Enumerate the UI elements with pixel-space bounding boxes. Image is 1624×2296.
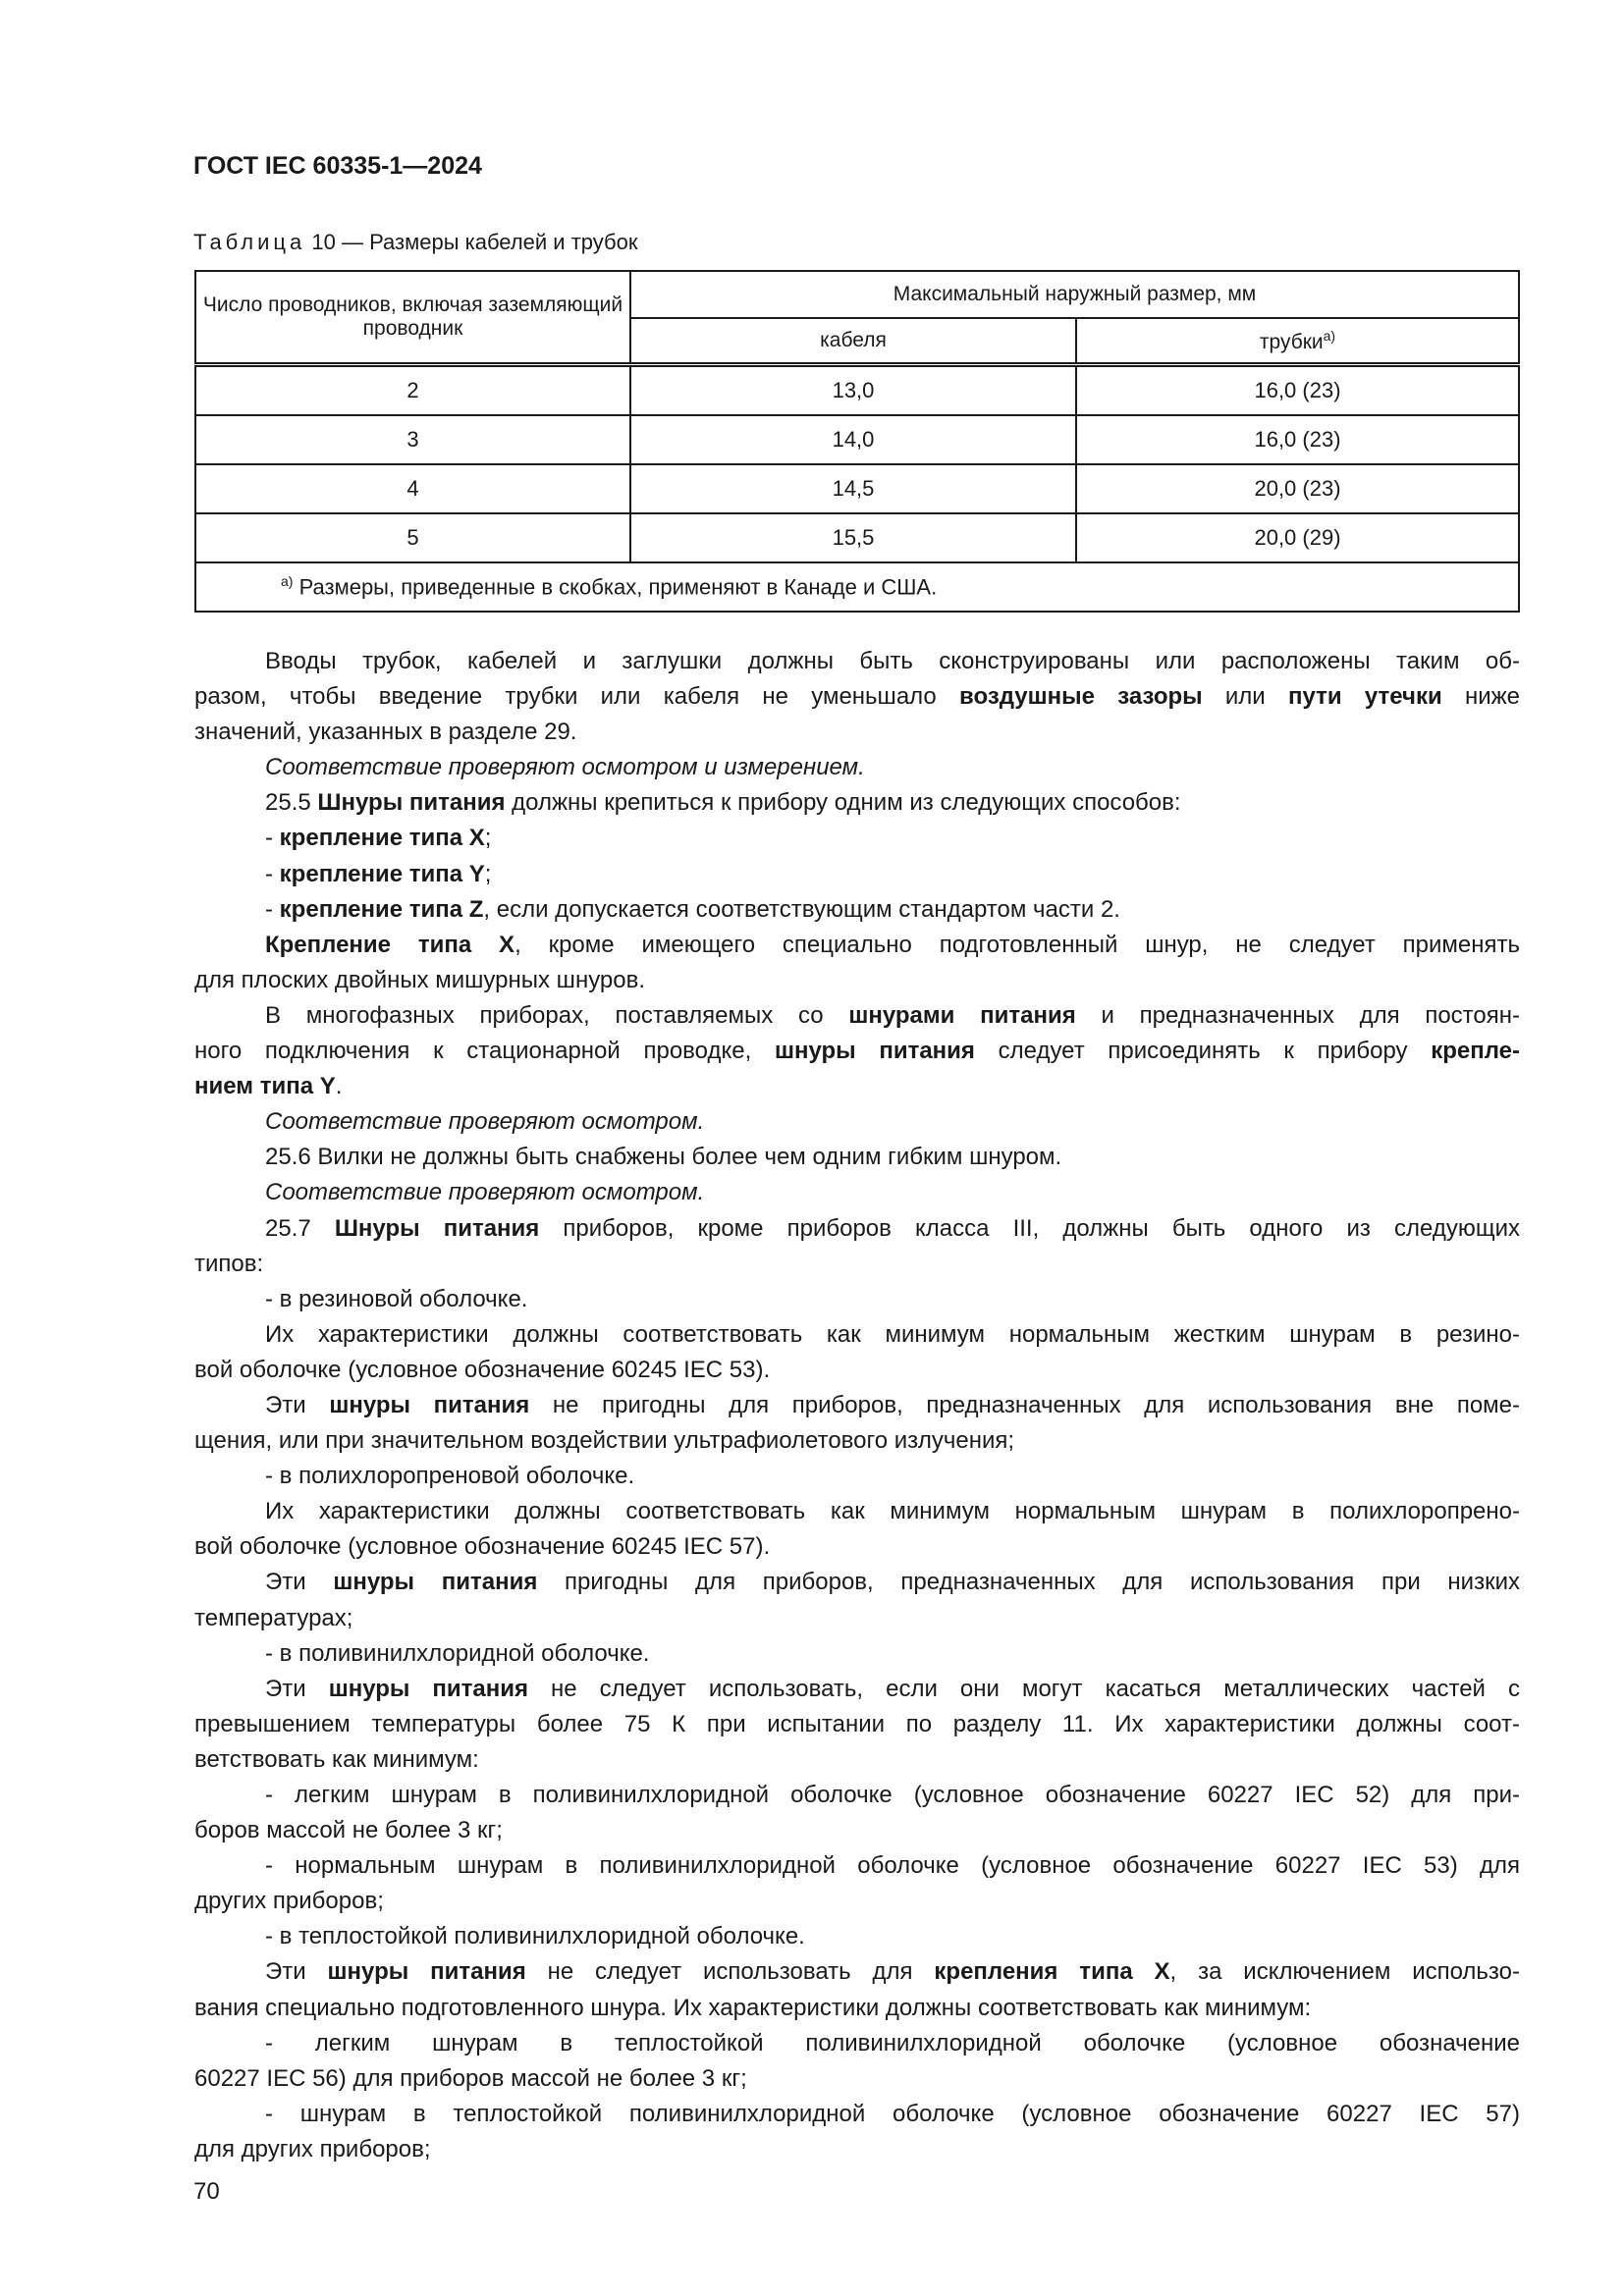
paragraph (194, 1317, 1520, 1388)
text-line (194, 1282, 1520, 1317)
text-line (194, 1565, 1520, 1600)
text-run: ного подключения к стационарной проводке, (194, 1038, 775, 1065)
cell-cable: 15,5 (630, 513, 1076, 562)
text-run: Их характеристики должны соответствовать как минимум нормальным жестким шнурам в резино- (265, 1320, 1520, 1348)
paragraph (194, 892, 1520, 928)
text-run: 60227 IEC 56) для приборов массой не более 3 кг; (194, 2064, 747, 2092)
text-line (194, 857, 1520, 892)
text-line (194, 1140, 1520, 1175)
col-header-conductors: Число проводников, включая заземляющий проводник (195, 271, 630, 365)
table-caption-label: Таблица (193, 230, 306, 254)
text-line (194, 785, 1520, 821)
bold-term: воздушные зазоры (959, 683, 1203, 711)
text-run: - (265, 860, 280, 887)
bold-term: крепление типа Y (279, 860, 485, 887)
paragraph (194, 2026, 1520, 2097)
text-line (194, 1069, 1520, 1104)
text-run: вой оболочке (условное обозначение 60245 IEC 57). (194, 1533, 771, 1561)
paragraph (194, 1954, 1520, 2025)
text-line (194, 1707, 1520, 1742)
text-run: вой оболочке (условное обозначение 60245 IEC 53). (194, 1356, 771, 1383)
paragraph (194, 2097, 1520, 2167)
text-line (194, 892, 1520, 928)
text-line (194, 1954, 1520, 1990)
text-line (194, 1104, 1520, 1140)
text-run: - в полихлоропреновой оболочке. (265, 1463, 635, 1490)
cell-conductors: 4 (195, 464, 630, 513)
cell-cable: 14,5 (630, 464, 1076, 513)
text-run: В многофазных приборах, поставляемых со (265, 1001, 849, 1029)
paragraph (194, 857, 1520, 892)
text-run: , кроме имеющего специально подготовленный шнур, не следует применять (514, 931, 1520, 958)
italic-text: Соответствие проверяют осмотром. (265, 1108, 705, 1136)
text-line (194, 1494, 1520, 1529)
page-number: 70 (193, 2178, 220, 2205)
text-run: для плоских двойных мишурных шнуров. (194, 966, 646, 993)
text-run: ветствовать как минимум: (194, 1745, 479, 1773)
paragraph (194, 750, 1520, 785)
table-footnote (195, 562, 1519, 612)
text-line (194, 821, 1520, 856)
text-line (194, 1529, 1520, 1565)
text-run: щения, или при значительном воздействии ультрафиолетового излучения; (194, 1427, 1015, 1455)
bold-term: шнуры питания (774, 1038, 975, 1065)
paragraph (194, 1778, 1520, 1848)
text-run: для других приборов; (194, 2135, 431, 2163)
text-line (194, 1991, 1520, 2026)
bold-term: шнуры питания (329, 1391, 530, 1418)
text-run: , за исключением использо- (1169, 1958, 1521, 1986)
bold-term: крепле- (1431, 1038, 1520, 1065)
text-line (194, 2097, 1520, 2132)
text-run: , если допускается соответствующим стандартом части 2. (483, 895, 1120, 923)
text-line (194, 1672, 1520, 1707)
col-header-group: Максимальный наружный размер, мм (630, 271, 1519, 318)
paragraph (194, 1636, 1520, 1672)
text-run: боров массой не более 3 кг; (194, 1817, 503, 1844)
text-line (194, 644, 1520, 679)
cable-size-table (194, 270, 1520, 613)
text-run: ниже (1441, 683, 1521, 711)
bold-term: пути утечки (1287, 683, 1442, 711)
text-run: ; (484, 860, 492, 887)
table-row (195, 365, 1519, 416)
col-header-tube-label: трубки (1259, 330, 1324, 353)
text-run: Эти (265, 1391, 330, 1418)
text-line (194, 1848, 1520, 1884)
text-run: Вводы трубок, кабелей и заглушки должны быть сконструированы или расположены таким об- (265, 648, 1520, 674)
cell-tube: 16,0 (23) (1076, 365, 1519, 416)
bold-term: шнуры питания (333, 1569, 538, 1596)
text-run: следует присоединять к прибору (974, 1038, 1432, 1065)
col-header-tube (1076, 318, 1519, 365)
table-row (195, 464, 1519, 513)
text-line (194, 1742, 1520, 1778)
paragraph (194, 1494, 1520, 1565)
text-run: - шнурам в теплостойкой поливинилхлоридной оболочке (условное обозначение 60227 IEC 57) (265, 2100, 1520, 2127)
paragraph (194, 998, 1520, 1104)
paragraph (194, 1282, 1520, 1317)
italic-text: Соответствие проверяют осмотром и измерением. (265, 754, 865, 781)
text-run: - в теплостойкой поливинилхлоридной оболочке. (265, 1923, 805, 1950)
text-run: не пригодны для приборов, предназначенных для использования вне поме- (529, 1391, 1521, 1418)
paragraph (194, 928, 1520, 998)
text-run: - нормальным шнурам в поливинилхлоридной оболочке (условное обозначение 60227 IEC 53) для (265, 1852, 1520, 1880)
text-run: 25.5 (265, 789, 318, 817)
text-line (194, 1034, 1520, 1069)
text-run: типов: (194, 1250, 264, 1277)
text-run: - (265, 895, 280, 923)
text-run: ; (484, 825, 492, 852)
text-run: температурах; (194, 1604, 353, 1631)
bold-term: крепление типа X (279, 825, 485, 852)
text-line (194, 1175, 1520, 1210)
paragraph (194, 1459, 1520, 1494)
bold-term: Шнуры питания (334, 1214, 540, 1242)
bold-term: крепление типа Z (279, 895, 484, 923)
paragraph (194, 1919, 1520, 1954)
footnote-mark: a) (281, 573, 294, 590)
paragraph (194, 1672, 1520, 1778)
text-line (194, 963, 1520, 998)
text-run: не следует использовать для (525, 1958, 935, 1986)
text-run: или (1202, 683, 1288, 711)
text-line (194, 1317, 1520, 1353)
text-line (194, 1919, 1520, 1954)
text-run: - легким шнурам в поливинилхлоридной оболочке (условное обозначение 60227 IEC 52) для при- (265, 1782, 1520, 1808)
cell-tube: 16,0 (23) (1076, 415, 1519, 464)
text-run: - легким шнурам в теплостойкой поливинилхлоридной оболочке (условное обозначение (265, 2029, 1520, 2056)
bold-term: Шнуры питания (317, 789, 506, 817)
text-run: - в резиновой оболочке. (265, 1285, 528, 1312)
paragraph (194, 1848, 1520, 1919)
cell-tube: 20,0 (23) (1076, 464, 1519, 513)
text-line (194, 928, 1520, 963)
paragraph (194, 1104, 1520, 1140)
text-line (194, 2061, 1520, 2097)
text-run: - в поливинилхлоридной оболочке. (265, 1639, 650, 1667)
text-run: приборов, кроме приборов класса III, должны быть одного из следующих (539, 1214, 1520, 1242)
bold-term: шнуры питания (327, 1958, 526, 1986)
text-run: вания специально подготовленного шнура. Их характеристики должны соответствовать как минимум: (194, 1994, 1312, 2021)
text-run: превышением температуры более 75 К при испытании по разделу 11. Их характеристики должны соот- (194, 1710, 1520, 1737)
text-line (194, 998, 1520, 1034)
paragraph (194, 1388, 1520, 1459)
body-text (194, 644, 1520, 2167)
text-run: Эти (265, 1569, 334, 1596)
text-run: разом, чтобы введение трубки или кабеля не уменьшало (194, 683, 960, 711)
text-run: - (265, 825, 280, 852)
text-run: пригодны для приборов, предназначенных для использования при низких (537, 1569, 1521, 1596)
text-line (194, 1459, 1520, 1494)
text-line (194, 750, 1520, 785)
text-line (194, 715, 1520, 750)
paragraph (194, 644, 1520, 750)
text-line (194, 1353, 1520, 1388)
text-run: Эти (265, 1958, 328, 1986)
paragraph (194, 785, 1520, 821)
text-line (194, 1884, 1520, 1919)
text-run: Их характеристики должны соответствовать как минимум нормальным шнурам в полихлоропрено- (265, 1498, 1520, 1525)
text-run: значений, указанных в разделе 29. (194, 719, 577, 746)
italic-text: Соответствие проверяют осмотром. (265, 1179, 705, 1206)
text-line (194, 2026, 1520, 2061)
table-caption-text: 10 — Размеры кабелей и трубок (305, 230, 638, 254)
cell-tube: 20,0 (29) (1076, 513, 1519, 562)
cell-conductors: 5 (195, 513, 630, 562)
paragraph (194, 1175, 1520, 1210)
text-run: не следует использовать, если они могут касаться металлических частей с (528, 1675, 1520, 1702)
text-line (194, 1247, 1520, 1282)
bold-term: нием типа Y (194, 1073, 336, 1100)
bold-term: шнурами питания (848, 1001, 1076, 1029)
text-run: должны крепиться к прибору одним из следующих способов: (505, 789, 1181, 817)
bold-term: крепления типа X (934, 1958, 1170, 1986)
text-line (194, 2132, 1520, 2167)
text-line (194, 679, 1520, 715)
bold-term: Крепление типа X (265, 931, 515, 958)
text-line (194, 1388, 1520, 1423)
text-line (194, 1601, 1520, 1636)
cell-conductors: 3 (195, 415, 630, 464)
text-line (194, 1813, 1520, 1848)
text-run: Эти (265, 1675, 329, 1702)
text-line (194, 1211, 1520, 1247)
text-run: . (335, 1073, 343, 1100)
table-caption (193, 230, 637, 255)
document-header: ГОСТ IEC 60335-1—2024 (193, 152, 482, 180)
text-run: и предназначенных для постоян- (1075, 1001, 1520, 1029)
table-row (195, 415, 1519, 464)
paragraph (194, 821, 1520, 856)
cell-conductors: 2 (195, 365, 630, 416)
paragraph (194, 1565, 1520, 1635)
text-line (194, 1423, 1520, 1459)
cell-cable: 14,0 (630, 415, 1076, 464)
text-run: 25.6 Вилки не должны быть снабжены более чем одним гибким шнуром. (265, 1144, 1062, 1171)
cell-cable: 13,0 (630, 365, 1076, 416)
text-line (194, 1778, 1520, 1813)
table-row (195, 513, 1519, 562)
footnote-mark: a) (1323, 327, 1336, 344)
paragraph (194, 1211, 1520, 1282)
text-run: 25.7 (265, 1214, 335, 1242)
text-line (194, 1636, 1520, 1672)
paragraph (194, 1140, 1520, 1175)
bold-term: шнуры питания (328, 1675, 529, 1702)
col-header-cable: кабеля (630, 318, 1076, 365)
footnote-text: Размеры, приведенные в скобках, применяют в Канаде и США. (293, 574, 938, 600)
text-run: других приборов; (194, 1888, 384, 1915)
